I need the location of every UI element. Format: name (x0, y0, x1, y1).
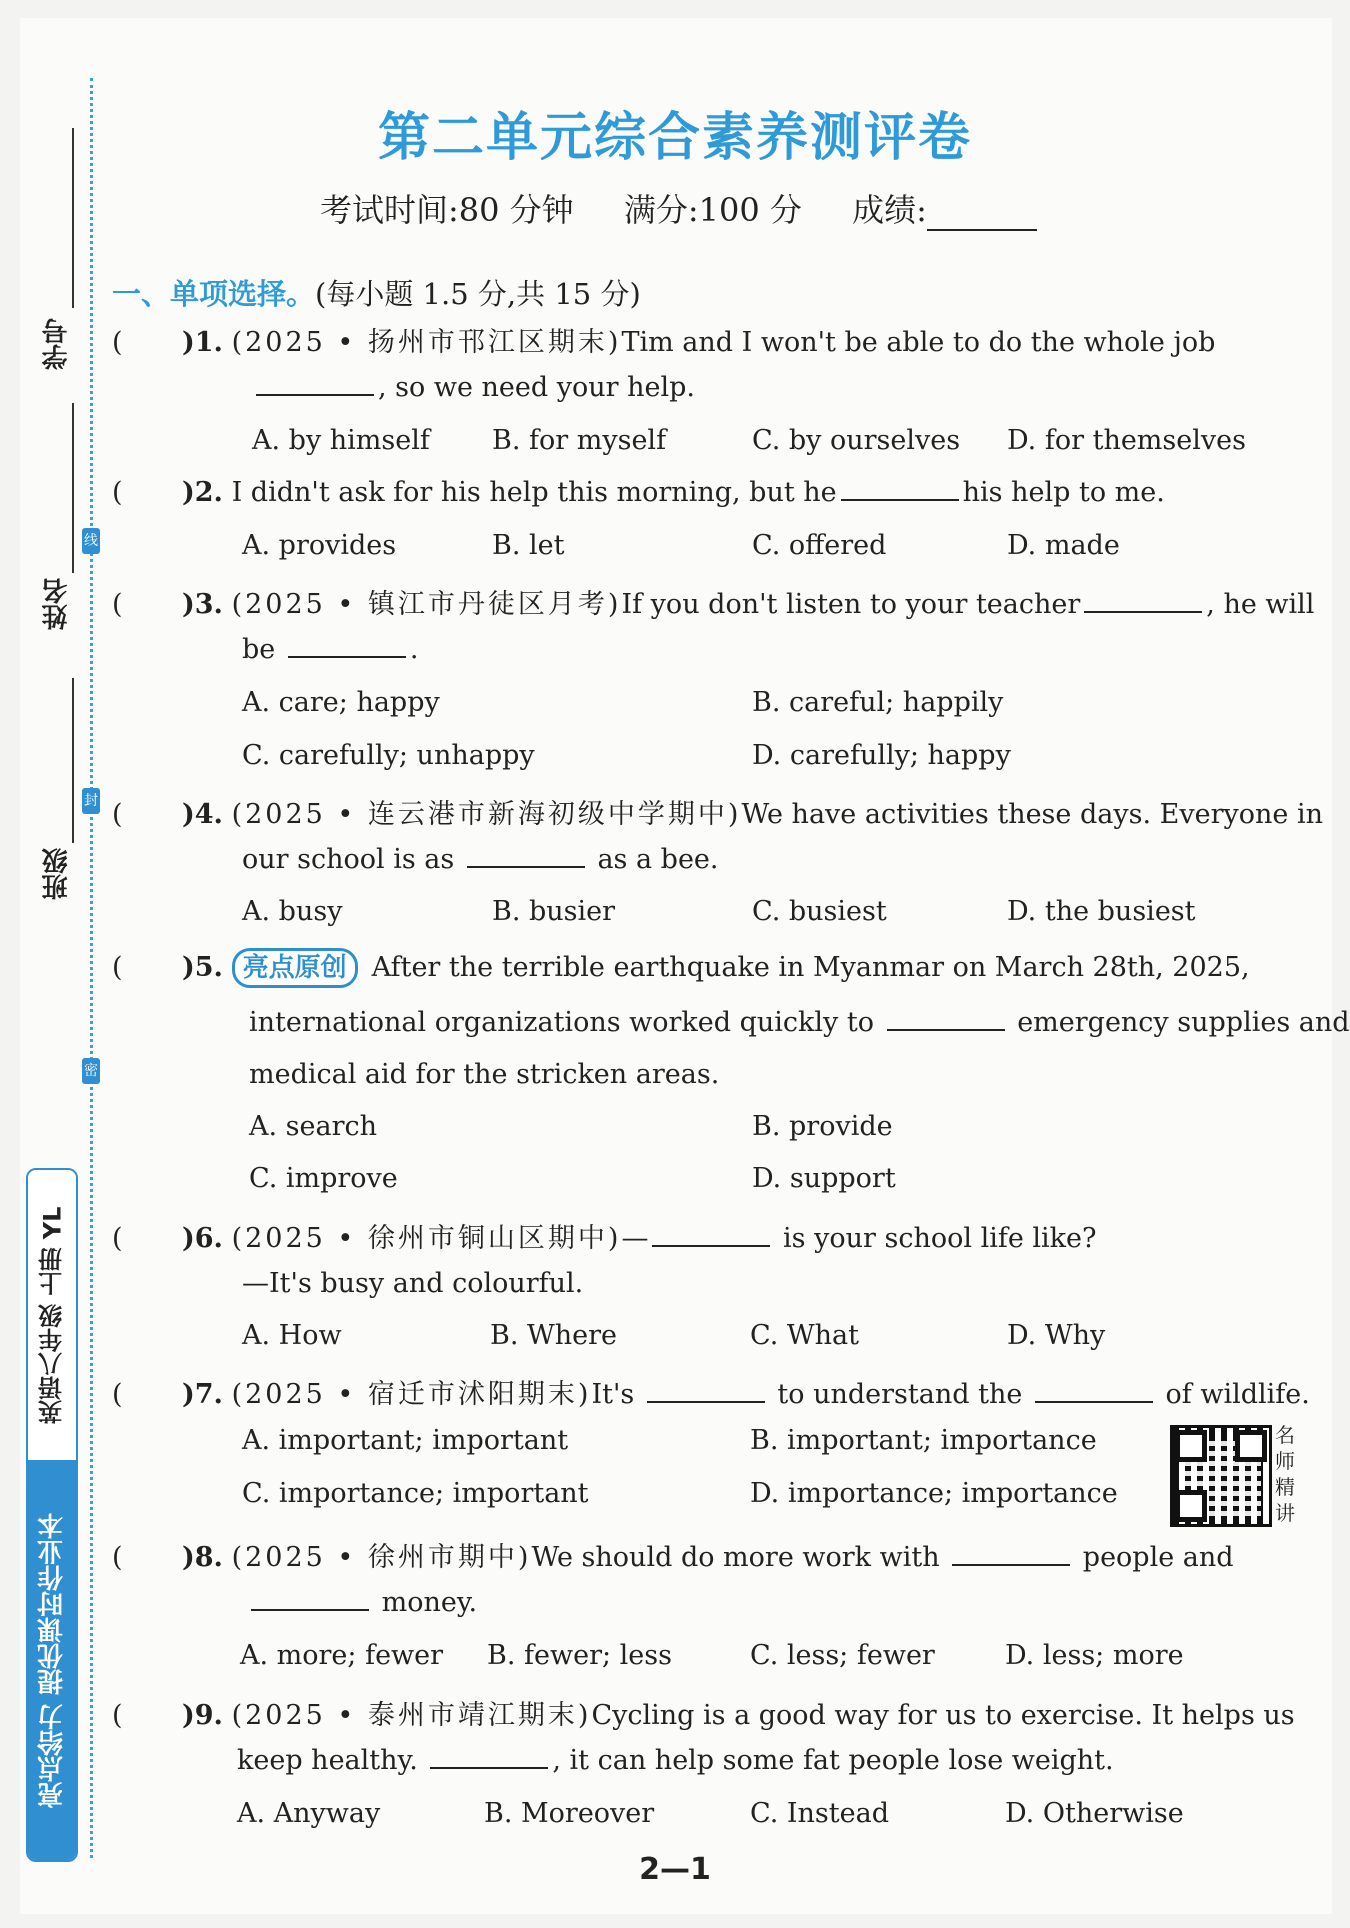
question-number: )1. (182, 327, 223, 358)
question-number: )8. (182, 1542, 223, 1573)
option-c[interactable]: C. importance; important (242, 1478, 589, 1509)
answer-blank[interactable] (430, 1745, 548, 1769)
student-no-label: 学号 (42, 318, 72, 370)
option-b[interactable]: B. important; importance (750, 1425, 1097, 1456)
option-a[interactable]: A. provides (242, 530, 397, 561)
answer-blank[interactable] (467, 844, 585, 868)
question-source: (2025 • 扬州市邗江区期末) (231, 327, 622, 358)
book-brand (26, 1168, 78, 1862)
question-text: I didn't ask for his help this morning, but he (231, 477, 837, 508)
option-d[interactable]: D. support (752, 1163, 896, 1194)
option-d[interactable]: D. Why (1007, 1320, 1106, 1351)
option-c[interactable]: C. carefully; unhappy (242, 740, 535, 771)
name-line[interactable] (72, 403, 74, 573)
question-text: After the terrible earthquake in Myanmar on March 28th, 2025, (371, 952, 1250, 983)
question-text: his help to me. (962, 477, 1165, 508)
section-note: (每小题 1.5 分,共 15 分) (315, 277, 641, 311)
option-c[interactable]: C. by ourselves (752, 425, 961, 456)
option-a[interactable]: A. by himself (252, 425, 430, 456)
option-c[interactable]: C. What (750, 1320, 859, 1351)
option-a[interactable]: A. care; happy (242, 687, 440, 718)
question-text: people and (1082, 1542, 1234, 1573)
answer-blank[interactable] (251, 1587, 369, 1611)
binding-strip (20, 18, 110, 1914)
answer-paren[interactable]: ( (112, 1223, 123, 1254)
question-number: )3. (182, 589, 223, 620)
cut-line (90, 78, 93, 1858)
answer-paren[interactable]: ( (112, 952, 123, 983)
page-title: 第二单元综合素养测评卷 (377, 108, 972, 168)
question-text: , it can help some fat people lose weight. (552, 1745, 1114, 1776)
question-text: , he will (1206, 589, 1315, 620)
book-series: 亮点给力 提优课时作业本 (28, 1460, 76, 1860)
option-b[interactable]: B. busier (492, 896, 616, 927)
option-a[interactable]: A. How (242, 1320, 342, 1351)
option-d[interactable]: D. carefully; happy (752, 740, 1011, 771)
question-text: is your school life like? (783, 1223, 1097, 1254)
score-label: 成绩: (852, 191, 927, 229)
option-a[interactable]: A. Anyway (237, 1798, 381, 1829)
question-text: Cycling is a good way for us to exercise. It helps us (591, 1700, 1295, 1731)
option-c[interactable]: C. Instead (750, 1798, 889, 1829)
question-text: — (621, 1223, 649, 1254)
option-b[interactable]: B. let (492, 530, 565, 561)
answer-paren[interactable]: ( (112, 477, 123, 508)
option-c[interactable]: C. improve (249, 1163, 398, 1194)
page-number: 2—1 (639, 1852, 711, 1887)
qr-label: 名师精讲 (1275, 1423, 1295, 1525)
question-number: )4. (182, 799, 223, 830)
question-text: emergency supplies and (1017, 1007, 1350, 1038)
question-text: We have activities these days. Everyone in (741, 799, 1323, 830)
option-c[interactable]: C. busiest (752, 896, 887, 927)
question-source: (2025 • 泰州市靖江期末) (231, 1700, 592, 1731)
option-d[interactable]: D. importance; importance (750, 1478, 1118, 1509)
score-blank[interactable] (927, 199, 1037, 231)
qr-code-icon[interactable] (1170, 1425, 1272, 1527)
question-text: be (242, 634, 276, 665)
question-text: . (409, 634, 419, 665)
answer-paren[interactable]: ( (112, 1379, 123, 1410)
question-text: as a bee. (597, 844, 719, 875)
question-number: )7. (182, 1379, 223, 1410)
answer-blank[interactable] (288, 634, 406, 658)
question-source: (2025 • 徐州市铜山区期中) (231, 1223, 622, 1254)
option-b[interactable]: B. Moreover (484, 1798, 655, 1829)
question-number: )6. (182, 1223, 223, 1254)
option-b[interactable]: B. for myself (492, 425, 667, 456)
question-text: Tim and I won't be able to do the whole job (621, 327, 1216, 358)
exam-meta (320, 185, 1077, 231)
option-d[interactable]: D. for themselves (1007, 425, 1246, 456)
answer-paren[interactable]: ( (112, 1700, 123, 1731)
answer-blank[interactable] (652, 1223, 770, 1247)
question-text: medical aid for the stricken areas. (249, 1059, 720, 1090)
original-badge: 亮点原创 (232, 948, 358, 988)
question-source: (2025 • 连云港市新海初级中学期中) (231, 799, 742, 830)
question-source: (2025 • 徐州市期中) (231, 1542, 532, 1573)
question-text: If you don't listen to your teacher (621, 589, 1081, 620)
option-b[interactable]: B. provide (752, 1111, 893, 1142)
answer-blank[interactable] (952, 1542, 1070, 1566)
question-text: our school is as (242, 844, 455, 875)
question-text: to understand the (777, 1379, 1023, 1410)
option-d[interactable]: D. the busiest (1007, 896, 1196, 927)
option-b[interactable]: B. careful; happily (752, 687, 1004, 718)
answer-blank[interactable] (887, 1007, 1005, 1031)
full-score: 满分:100 分 (623, 191, 802, 229)
question-text: of wildlife. (1165, 1379, 1310, 1410)
answer-paren[interactable]: ( (112, 1542, 123, 1573)
cut-mark-secret: 密 (82, 1058, 100, 1084)
option-a[interactable]: A. search (249, 1111, 378, 1142)
answer-paren[interactable]: ( (112, 327, 123, 358)
option-a[interactable]: A. important; important (242, 1425, 569, 1456)
question-number: )2. (182, 477, 223, 508)
answer-paren[interactable]: ( (112, 589, 123, 620)
option-b[interactable]: B. Where (490, 1320, 618, 1351)
answer-blank[interactable] (1084, 589, 1202, 613)
answer-blank[interactable] (647, 1379, 765, 1403)
class-line[interactable] (72, 678, 74, 843)
option-d[interactable]: D. less; more (1005, 1640, 1184, 1671)
option-c[interactable]: C. less; fewer (750, 1640, 935, 1671)
answer-blank[interactable] (841, 477, 959, 501)
question-text: , so we need your help. (378, 372, 695, 403)
class-label: 班级 (42, 848, 72, 900)
cut-mark-seal: 封 (82, 788, 100, 814)
question-text: keep healthy. (237, 1745, 418, 1776)
section-heading (112, 272, 641, 313)
question-source: (2025 • 镇江市丹徒区月考) (231, 589, 622, 620)
answer-blank[interactable] (1035, 1379, 1153, 1403)
option-b[interactable]: B. fewer; less (487, 1640, 672, 1671)
book-grade: 英语八年级 上册 YL (28, 1170, 76, 1460)
question-text: international organizations worked quickly to (249, 1007, 874, 1038)
name-label: 姓名 (42, 578, 72, 630)
question-source: (2025 • 宿迁市沭阳期末) (231, 1379, 592, 1410)
option-c[interactable]: C. offered (752, 530, 887, 561)
question-text: —It's busy and colourful. (242, 1268, 584, 1299)
cut-mark-line: 线 (82, 528, 100, 554)
answer-blank[interactable] (256, 372, 374, 396)
exam-time: 考试时间:80 分钟 (320, 191, 574, 229)
section-title: 一、单项选择。 (112, 277, 316, 311)
option-a[interactable]: A. busy (242, 896, 343, 927)
answer-paren[interactable]: ( (112, 799, 123, 830)
option-d[interactable]: D. made (1007, 530, 1120, 561)
option-a[interactable]: A. more; fewer (240, 1640, 444, 1671)
question-text: money. (381, 1587, 478, 1618)
question-text: It's (591, 1379, 635, 1410)
option-d[interactable]: D. Otherwise (1005, 1798, 1184, 1829)
question-number: )9. (182, 1700, 223, 1731)
question-number: )5. (182, 952, 223, 983)
question-text: We should do more work with (531, 1542, 940, 1573)
